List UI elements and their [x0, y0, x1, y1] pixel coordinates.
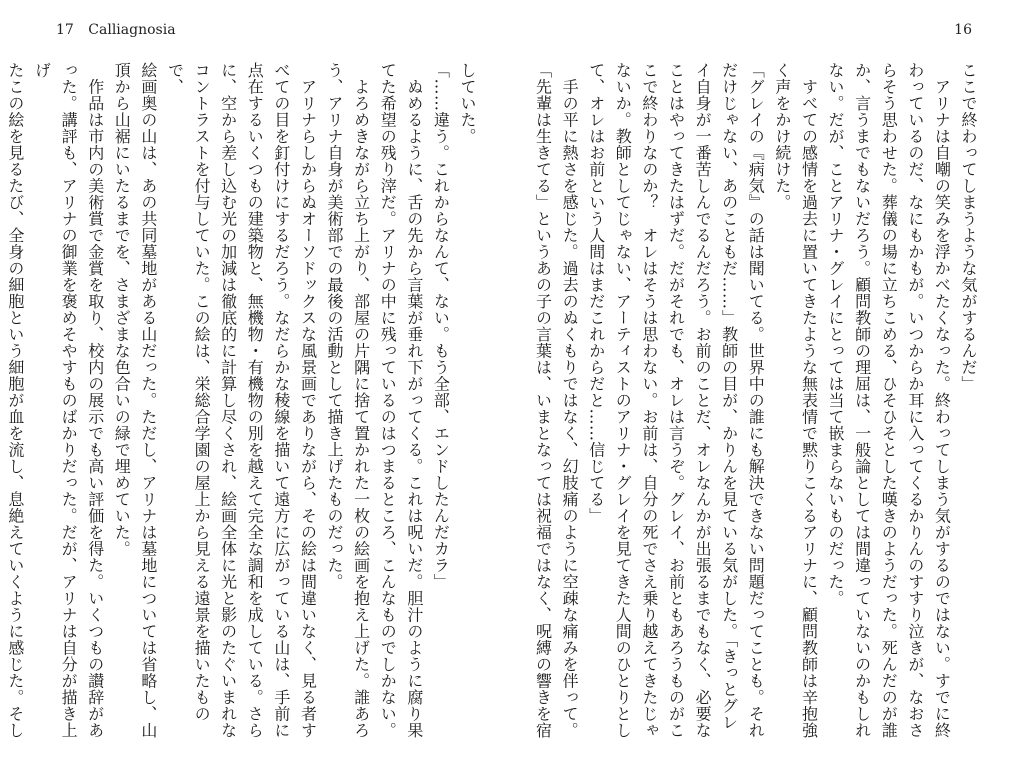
text-column: よろめきながら立ち上がり、部屋の片隅に捨て置かれた一枚の絵画を抱え上げた。誰あろ	[351, 62, 371, 739]
text-column: 作品は市内の美術賞で金賞を取り、校内の展示でも高い評価を得た。いくつもの讃辞があ	[85, 62, 105, 739]
text-column: らそう思わせた。葬儀の場に立ちこめる、ひそひそとした嘆きのようだった。死んだのが誰	[879, 62, 899, 739]
text-column: った。講評も、アリナの御業を褒めそやすものばかりだった。だが、アリナは自分が描き上げ	[32, 62, 79, 739]
text-column: ない。だが、ことアリナ・グレイにとっては当て嵌まらないものだった。	[826, 62, 846, 607]
right-page-body	[533, 62, 981, 742]
left-page-header	[56, 22, 176, 38]
text-column: ことはやってきたはずだ。だがそれでも、オレは言うぞ。グレイ、お前ともあろうものがこ	[666, 62, 686, 739]
text-column: 頂から山裾にいたるまでを、さまざまな色合いの緑で埋めていた。	[112, 62, 132, 557]
text-column: 手の平に熱さを感じた。過去のぬくもりではなく、幻肢痛のように空疎な痛みを伴って。	[560, 62, 580, 739]
text-column: コントラストを付与していた。この絵は、栄総合学園の屋上から見える遠景を描いたもので、	[165, 62, 212, 722]
text-column: こで終わりなのか？ オレはそうは思わない。お前は、自分の死でさえ乗り越えてきたじゃ	[639, 62, 659, 739]
left-page-body	[5, 62, 480, 742]
text-column: わっているのだ、なにもかもが。いつからか耳に入ってくるかりんのすすり泣きが、なおさ	[905, 62, 925, 739]
text-column: てた希望の残り滓だ。アリナの中に残っているのはつまるところ、こんなものでしかない。	[378, 62, 398, 739]
text-column: アリナらしからぬオーソドックスな風景画でありながら、その絵は間違いなく、見る者す	[298, 62, 318, 739]
text-column: していた。	[458, 62, 477, 145]
text-column: 「……違う。これからなんて、ない。もう全部、エンドしたんだカラ」	[431, 62, 451, 590]
text-column: ここで終わってしまうような気がするんだ」	[959, 62, 978, 392]
running-title: Calliagnosia	[88, 22, 176, 38]
right-page-number: 16	[954, 22, 972, 38]
text-column: か、言うまでもないだろう。顧問教師の理屈は、一般論としては間違っていないのかもしれ	[852, 62, 872, 739]
text-column: 「先輩は生きてる」というあの子の言葉は、いまとなっては祝福ではなく、呪縛の響きを宿	[533, 62, 553, 739]
text-column: イ自身が一番苦しんでるんだろう。お前のことだ、オレなんかが出張るまでもなく、必要な	[693, 62, 713, 739]
text-column: 「グレイの『病気』の話は聞いてる。世界中の誰にも解決できない問題だってことも。それ	[746, 62, 766, 739]
text-column: 点在するいくつもの建築物と、無機物・有機物の別を越えて完全な調和を成している。さら	[245, 62, 265, 739]
text-column: ぬめるように、舌の先から言葉が垂れ下がってくる。これは呪いだ。胆汁のように腐り果	[404, 62, 424, 739]
text-column: 絵画奥の山は、あの共同墓地がある山だった。ただし、アリナは墓地については省略し、山	[138, 62, 158, 739]
text-column: く声をかけ続けた。	[772, 62, 792, 211]
text-column: う、アリナ自身が美術部での最後の活動として描き上げたものだった。	[325, 62, 345, 590]
text-column: て、オレはお前という人間はまだこれからだと……信じてる」	[586, 62, 606, 524]
text-column: べての目を釘付けにするだろう。なだらかな稜線を描いて遠方に広がっている山は、手前に	[271, 62, 291, 739]
text-column: ないか。教師としてじゃない、アーティストのアリナ・グレイを見てきた人間のひとりとし	[613, 62, 633, 739]
text-column: に、空から差し込む光の加減は徹底的に計算し尽くされ、絵画全体に光と影のたぐいまれな	[218, 62, 238, 739]
text-column: だけじゃない、あのこともだ……」教師の目が、かりんを見ている気がした。「きっとグレ	[719, 62, 739, 731]
text-column: すべての感情を過去に置いてきたような無表情で黙りこくるアリナに、顧問教師は辛抱強	[799, 62, 819, 739]
text-column: たこの絵を見るたび、全身の細胞という細胞が血を流し、息絶えていくように感じた。そし	[5, 62, 25, 739]
text-column: アリナは自嘲の笑みを浮かべたくなった。終わってしまう気がするのではない。すでに終	[932, 62, 952, 739]
left-page-number: 17	[56, 22, 74, 38]
